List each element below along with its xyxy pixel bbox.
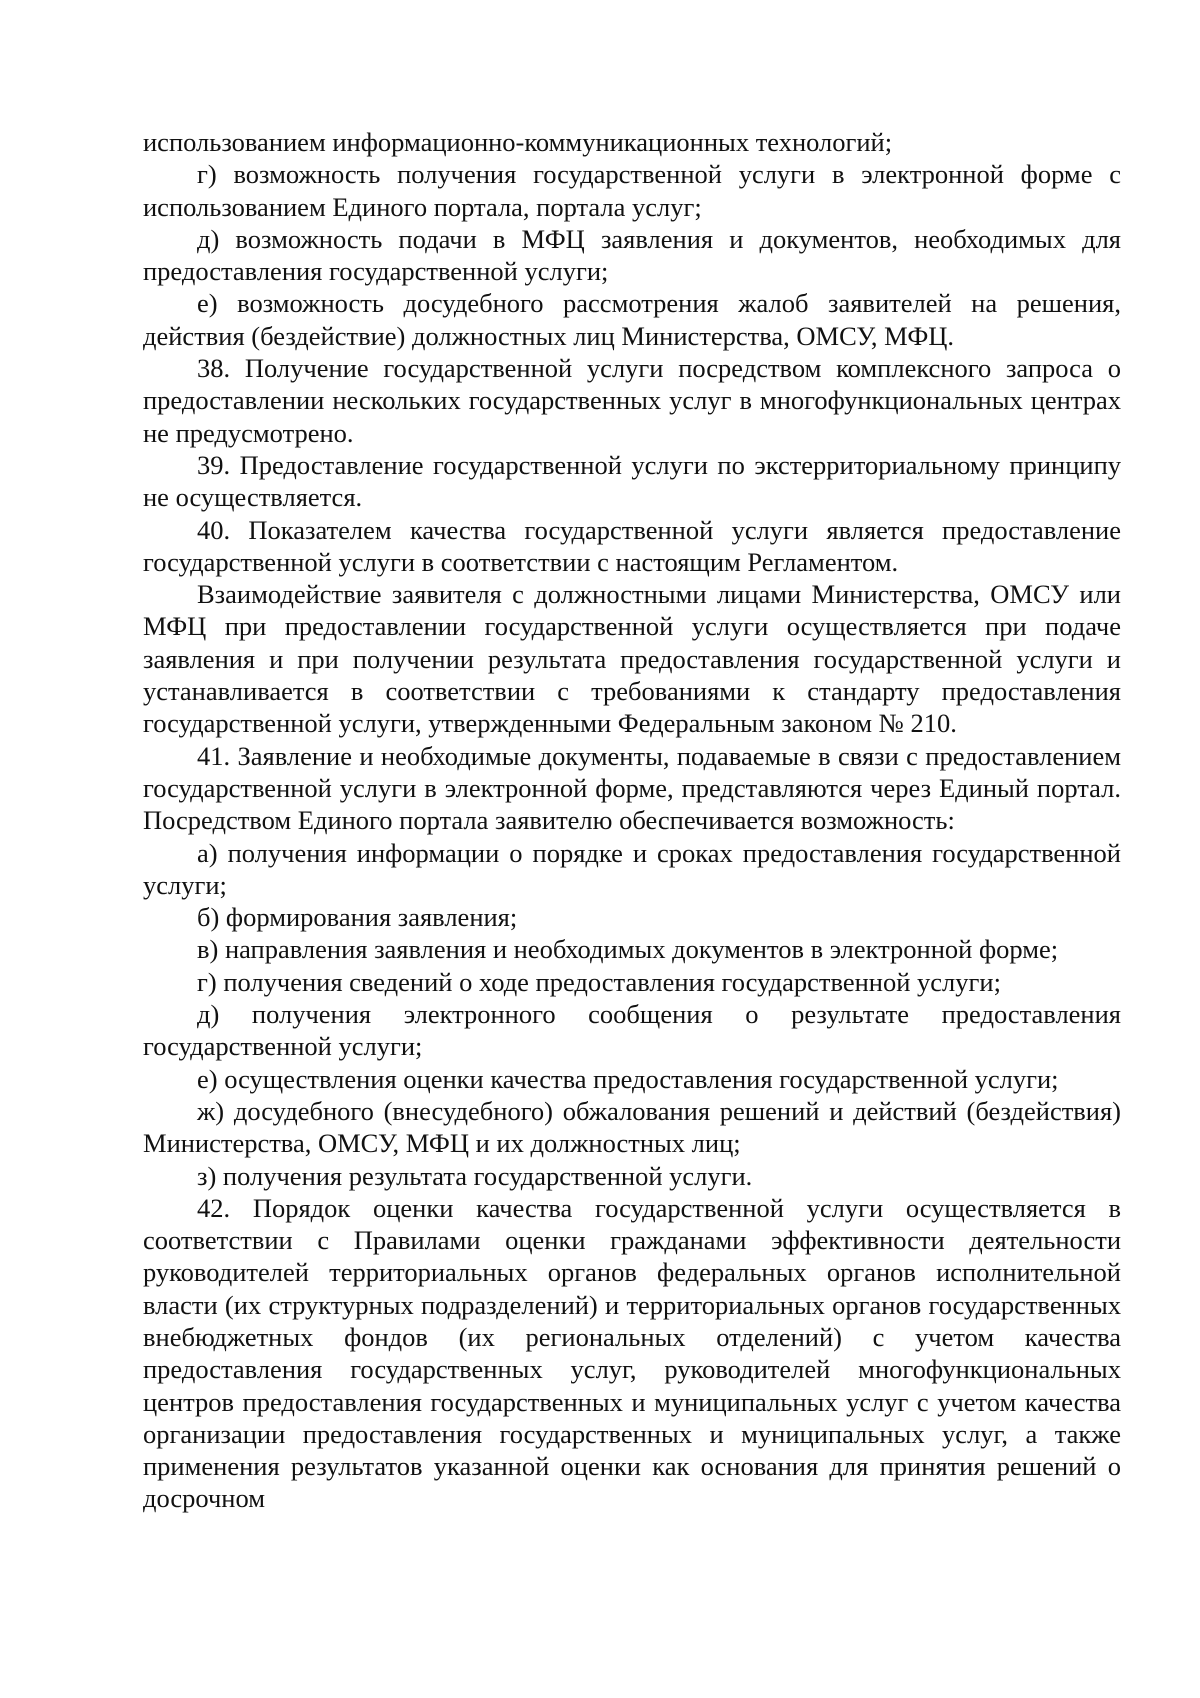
- paragraph-item-g-status: г) получения сведений о ходе предоставления государственной услуги;: [197, 966, 1001, 997]
- paragraph-item-d-notification: д) получения электронного сообщения о результате предоставления государственной услуги;: [143, 999, 1121, 1062]
- paragraph-38: 38. Получение государственной услуги посредством комплексного запроса о предоставлении нескольких государственных услуг в многофункциональных центрах не предусмотрено.: [143, 353, 1121, 448]
- paragraph-item-d-mfc: д) возможность подачи в МФЦ заявления и документов, необходимых для предоставления государственной услуги;: [143, 223, 1121, 287]
- paragraph-item-b-application: б) формирования заявления;: [197, 902, 518, 933]
- paragraph-ict-continuation: использованием информационно-коммуникационных технологий;: [143, 127, 893, 157]
- paragraph-40: 40. Показателем качества государственной услуги является предоставление государственной услуги в соответствии с настоящим Регламентом.: [143, 514, 1121, 577]
- paragraph-item-g-portal: г) возможность получения государственной услуги в электронной форме с использованием Единого портала, портала услуг;: [143, 159, 1121, 222]
- paragraph-item-z-result: з) получения результата государственной услуги.: [197, 1160, 753, 1191]
- paragraph-interaction: Взаимодействие заявителя с должностными лицами Министерства, ОМСУ или МФЦ при предоставлении государственной услуги осуществляется при подаче заявления и при получении результата предоставления государственной услуги и устанавливается в соответствии с требованиями к стандарту предоставления государственной услуги, утвержденными Федеральным законом № 210.: [143, 579, 1121, 739]
- paragraph-item-a-information: а) получения информации о порядке и сроках предоставления государственной услуги;: [143, 837, 1121, 900]
- paragraph-item-e-complaints: е) возможность досудебного рассмотрения жалоб заявителей на решения, действия (бездействие) должностных лиц Министерства, ОМСУ, МФЦ.: [143, 288, 1121, 351]
- document-body: [143, 126, 1121, 1515]
- paragraph-42: 42. Порядок оценки качества государственной услуги осуществляется в соответствии с Правилами оценки гражданами эффективности деятельности руководителей территориальных органов федеральных органов исполнительной власти (их структурных подразделений) и территориальных органов государственных внебюджетных фондов (их региональных отделений) с учетом качества предоставления государственных услуг, руководителей многофункциональных центров предоставления государственных и муниципальных услуг с учетом качества организации предоставления государственных и муниципальных услуг, а также применения результатов указанной оценки как основания для принятия решений о досрочном: [143, 1192, 1121, 1514]
- paragraph-item-zh-appeal: ж) досудебного (внесудебного) обжалования решений и действий (бездействия) Министерства, ОМСУ, МФЦ и их должностных лиц;: [143, 1095, 1121, 1159]
- paragraph-41: 41. Заявление и необходимые документы, подаваемые в связи с предоставлением государственной услуги в электронной форме, представляются через Единый портал. Посредством Единого портала заявителю обеспечивается возможность:: [143, 740, 1121, 836]
- paragraph-item-v-submission: в) направления заявления и необходимых документов в электронной форме;: [197, 934, 1059, 965]
- paragraph-item-e-quality: е) осуществления оценки качества предоставления государственной услуги;: [197, 1063, 1059, 1094]
- paragraph-39: 39. Предоставление государственной услуги по экстерриториальному принципу не осуществляется.: [143, 449, 1121, 513]
